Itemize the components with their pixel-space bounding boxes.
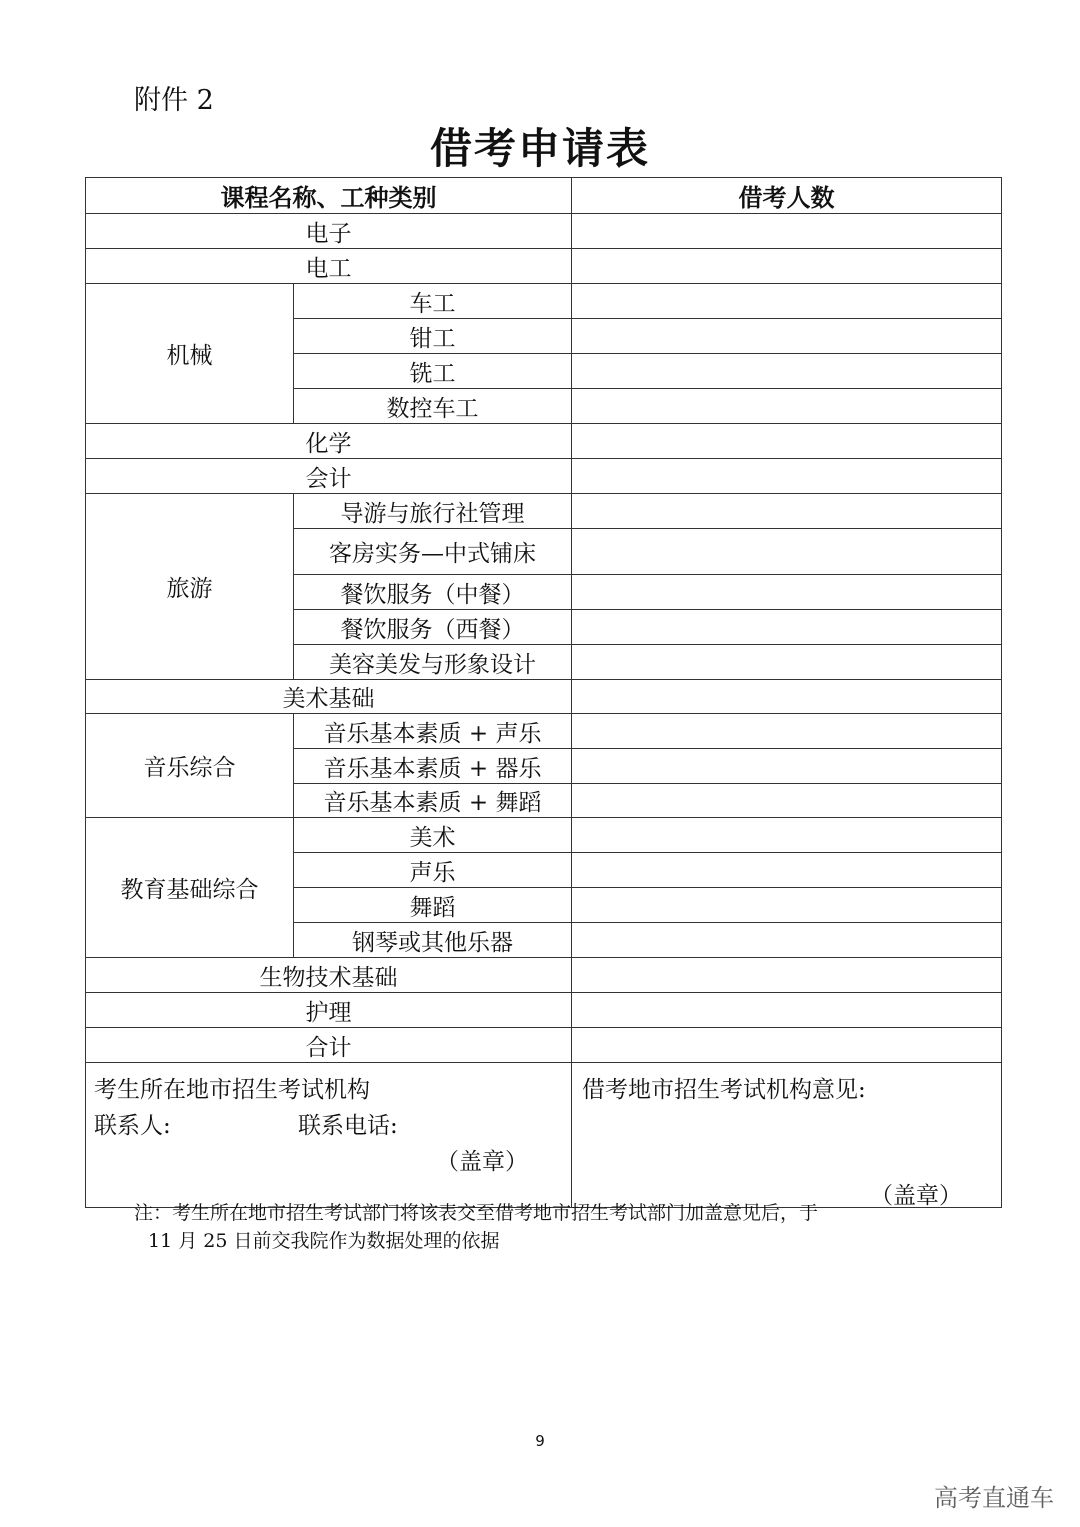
sub-course: 餐饮服务（西餐） xyxy=(294,610,572,645)
watermark: 高考直通车 xyxy=(934,1484,1054,1512)
count-cell[interactable] xyxy=(572,958,1002,993)
contact-person-label: 联系人: xyxy=(94,1113,171,1139)
form-title: 借考申请表 xyxy=(429,124,650,173)
count-cell[interactable] xyxy=(572,249,1002,284)
sub-course: 铣工 xyxy=(294,354,572,389)
count-cell[interactable] xyxy=(572,494,1002,529)
count-cell[interactable] xyxy=(572,645,1002,680)
sub-course: 车工 xyxy=(294,284,572,319)
count-cell[interactable] xyxy=(572,993,1002,1028)
page-number: 9 xyxy=(535,1432,545,1450)
sub-course: 音乐基本素质 + 器乐 xyxy=(294,749,572,784)
note-line-1: 注：考生所在地市招生考试部门将该表交至借考地市招生考试部门加盖意见后，于 xyxy=(134,1202,819,1224)
count-cell[interactable] xyxy=(572,214,1002,249)
group-yinyue: 音乐综合 xyxy=(86,714,294,818)
sub-course: 音乐基本素质 + 舞蹈 xyxy=(294,784,572,818)
count-cell[interactable] xyxy=(572,284,1002,319)
count-cell[interactable] xyxy=(572,680,1002,714)
course-dianzi: 电子 xyxy=(86,214,572,249)
sub-course: 音乐基本素质 + 声乐 xyxy=(294,714,572,749)
group-jixie: 机械 xyxy=(86,284,294,424)
course-kuaiji: 会计 xyxy=(86,459,572,494)
origin-institution-cell[interactable] xyxy=(86,1063,572,1208)
count-cell[interactable] xyxy=(572,389,1002,424)
origin-institution-label: 考生所在地市招生考试机构 xyxy=(94,1077,370,1103)
sub-course: 声乐 xyxy=(294,853,572,888)
group-lvyou: 旅游 xyxy=(86,494,294,680)
sub-course: 餐饮服务（中餐） xyxy=(294,575,572,610)
count-cell[interactable] xyxy=(572,714,1002,749)
course-meishu: 美术基础 xyxy=(86,680,572,714)
course-diangong: 电工 xyxy=(86,249,572,284)
count-cell[interactable] xyxy=(572,784,1002,818)
group-jiaoyu: 教育基础综合 xyxy=(86,818,294,958)
right-seal-label: （盖章） xyxy=(870,1183,962,1209)
count-cell[interactable] xyxy=(572,818,1002,853)
header-count: 借考人数 xyxy=(572,178,1002,214)
attachment-label: 附件 2 xyxy=(134,85,214,116)
sub-course: 钢琴或其他乐器 xyxy=(294,923,572,958)
application-table xyxy=(85,177,1002,1208)
count-cell[interactable] xyxy=(572,354,1002,389)
sub-course: 舞蹈 xyxy=(294,888,572,923)
host-institution-cell[interactable] xyxy=(572,1063,1002,1208)
contact-phone-label: 联系电话: xyxy=(298,1113,398,1139)
sub-course: 美容美发与形象设计 xyxy=(294,645,572,680)
count-cell[interactable] xyxy=(572,1028,1002,1063)
host-opinion-label: 借考地市招生考试机构意见: xyxy=(582,1077,866,1103)
count-cell[interactable] xyxy=(572,853,1002,888)
header-course: 课程名称、工种类别 xyxy=(86,178,572,214)
course-shengwu: 生物技术基础 xyxy=(86,958,572,993)
count-cell[interactable] xyxy=(572,459,1002,494)
sub-course: 导游与旅行社管理 xyxy=(294,494,572,529)
count-cell[interactable] xyxy=(572,888,1002,923)
course-huli: 护理 xyxy=(86,993,572,1028)
sub-course: 客房实务—中式铺床 xyxy=(294,529,572,575)
count-cell[interactable] xyxy=(572,424,1002,459)
count-cell[interactable] xyxy=(572,529,1002,575)
count-cell[interactable] xyxy=(572,610,1002,645)
course-huaxue: 化学 xyxy=(86,424,572,459)
count-cell[interactable] xyxy=(572,575,1002,610)
left-seal-label: （盖章） xyxy=(436,1149,528,1175)
sub-course: 钳工 xyxy=(294,319,572,354)
course-heji: 合计 xyxy=(86,1028,572,1063)
count-cell[interactable] xyxy=(572,319,1002,354)
note-line-2: 11 月 25 日前交我院作为数据处理的依据 xyxy=(148,1230,500,1252)
sub-course: 数控车工 xyxy=(294,389,572,424)
count-cell[interactable] xyxy=(572,749,1002,784)
sub-course: 美术 xyxy=(294,818,572,853)
count-cell[interactable] xyxy=(572,923,1002,958)
